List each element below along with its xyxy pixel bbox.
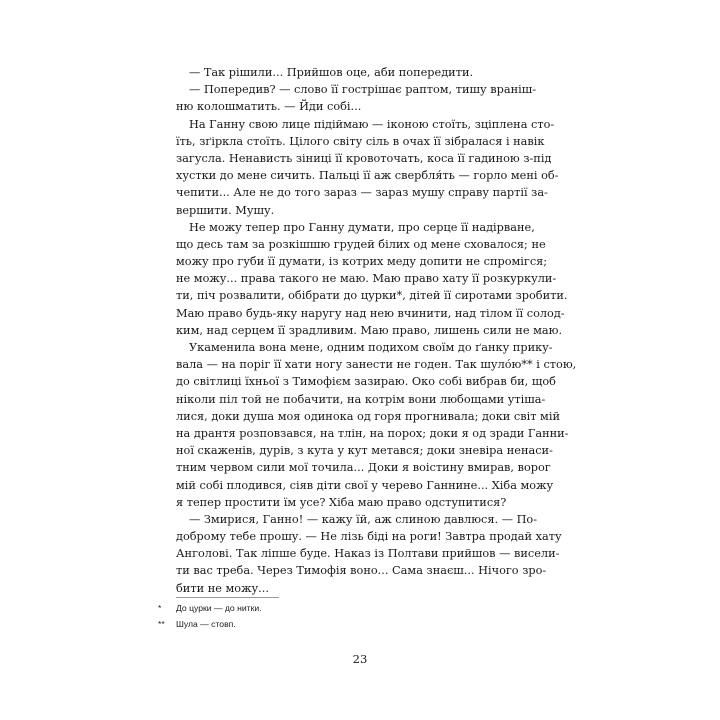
- text-line: мій собі плодився, сіяв діти свої у черево Ганнине... Хіба можу: [176, 478, 554, 492]
- text-line: бити не можу...: [176, 581, 269, 595]
- text-line: я тепер простити їм усе? Хіба маю право одступитися?: [176, 495, 507, 509]
- footnote-separator: —: [197, 619, 212, 629]
- text-line: вала — на поріг її хати ногу занести не годен. Так шуло́ю** і стою,: [176, 358, 577, 372]
- footnote: [158, 616, 262, 632]
- text-line: доброму тебе прошу. — Не лізь біді на роги! Завтра продай хату: [176, 530, 562, 544]
- text-line: до світлиці їхньої з Тимофієм зазираю. Око собі вибрав би, щоб: [176, 375, 556, 389]
- footnote-mark: *: [158, 603, 162, 613]
- text-line: загусла. Ненависть зіниці її кровоточать, коса її гадиною з-під: [176, 151, 552, 165]
- text-line: ної скаженів, дурів, з кута у кут метався; доки зневіра ненаси-: [176, 444, 553, 458]
- text-line: вершити. Мушу.: [176, 203, 275, 217]
- footnote-term: Шула: [176, 619, 198, 629]
- text-line: Анголові. Так ліпше буде. Наказ із Полтави прийшов — висели-: [176, 547, 560, 561]
- text-line: тним червом сили мої точила... Доки я воістину вмирав, ворог: [176, 461, 551, 475]
- text-line: лися, доки душа моя одинока од горя прогнивала; доки світ мій: [176, 409, 560, 423]
- text-line: не можу... права такого не маю. Маю право хату її розкуркули-: [176, 272, 557, 286]
- text-line: На Ганну свою лице підіймаю — іконою стоїть, зціплена сто-: [189, 117, 555, 131]
- text-line: на дрантя розповзався, на тлін, на порох; доки я од зради Ганни-: [176, 426, 569, 440]
- text-line: ти вас треба. Через Тимофія воно... Сама знаєш... Нічого зро-: [176, 564, 547, 578]
- text-line: що десь там за розкішшю грудей білих од мене сховалося; не: [176, 237, 546, 251]
- text-line: ню колошматить. — Йди собі...: [176, 100, 362, 114]
- text-line: ким, над серцем її зрадливим. Маю право, лишень сили не маю.: [176, 323, 563, 337]
- footnote-definition: стовп.: [211, 619, 236, 629]
- text-line: Не можу тепер про Ганну думати, про серце її надірване,: [189, 220, 535, 234]
- text-line: їть, зґіркла стоїть. Цілого світу сіль в очах її зібралася і навік: [176, 134, 545, 148]
- text-line: ти, піч розвалити, обібрати до цурки*, дітей її сиротами зробити.: [176, 289, 568, 303]
- text-line: можу про губи її думати, із котрих меду допити не спромігся;: [176, 255, 548, 269]
- text-line: Укаменила вона мене, одним подихом своїм до ґанку прику-: [189, 341, 553, 354]
- text-line: хустки до мене сичить. Пальці її аж свербля́ть — горло мені об-: [176, 169, 559, 183]
- text-line: — Так рішили... Прийшов оце, аби попередити.: [189, 66, 474, 79]
- footnote-separator: —: [211, 603, 225, 613]
- page-number: 23: [352, 652, 368, 666]
- text-line: — Попередив? — слово її гострішає раптом, тишу враніш-: [189, 83, 537, 97]
- footnote: [158, 600, 262, 616]
- body-text: [176, 64, 577, 597]
- footnote-definition: до нитки.: [224, 603, 262, 613]
- footnote-term: До цурки: [176, 603, 212, 613]
- text-line: Маю право будь-яку наругу над нею вчинити, над тілом її солод-: [176, 306, 565, 320]
- footnote-divider: [176, 597, 279, 598]
- text-line: чепити... Але не до того зараз — зараз мушу справу партії за-: [176, 186, 548, 200]
- text-line: ніколи піл той не побачити, на котрім вони любощами утіша-: [176, 392, 546, 406]
- text-line: — Змирися, Ганно! — кажу їй, аж слиною давлюся. — По-: [189, 512, 538, 526]
- footnote-mark: **: [158, 619, 165, 629]
- footnotes: [158, 600, 262, 632]
